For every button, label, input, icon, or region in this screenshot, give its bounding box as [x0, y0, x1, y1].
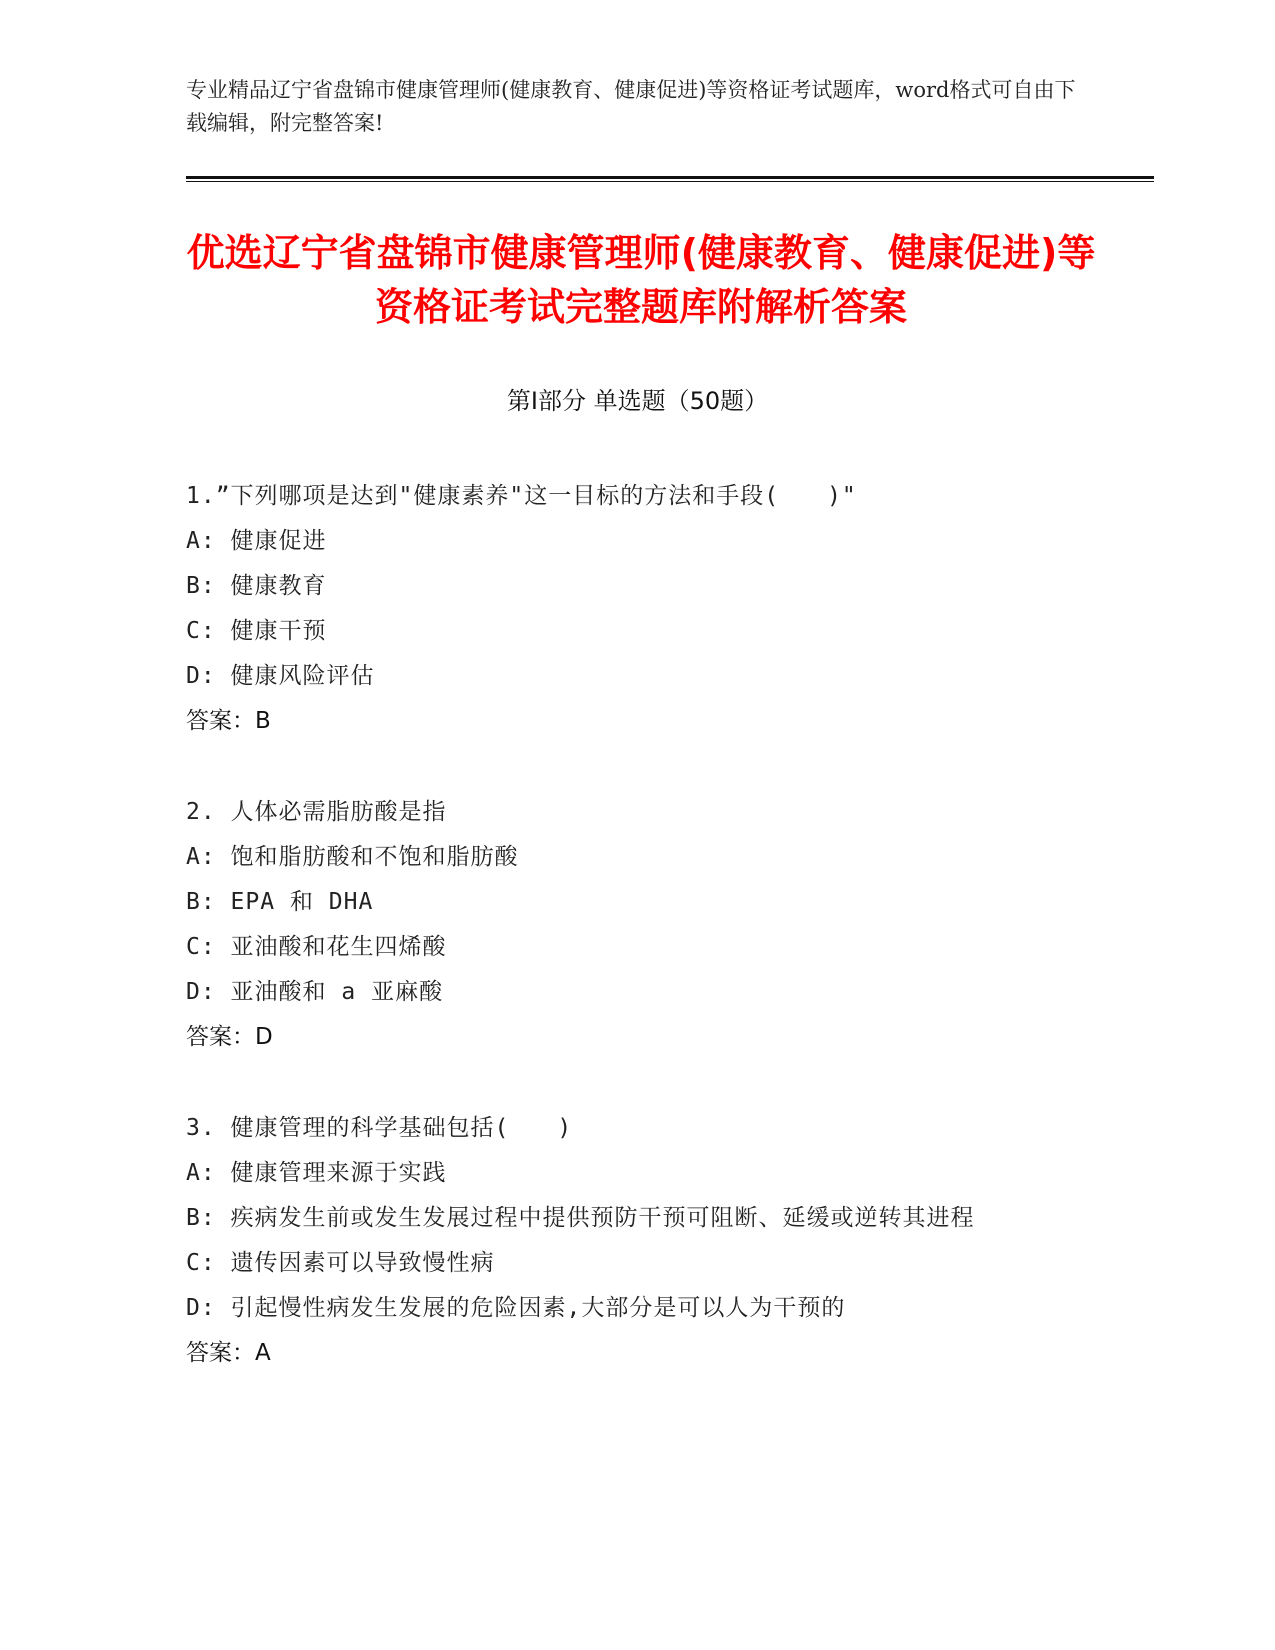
header-divider	[186, 176, 1154, 179]
option-a: A: 健康促进	[186, 528, 327, 554]
section-heading: 第Ⅰ部分 单选题（50题）	[506, 387, 769, 415]
option-a: A: 饱和脂肪酸和不饱和脂肪酸	[186, 844, 519, 870]
option-c: C: 遗传因素可以导致慢性病	[186, 1250, 495, 1276]
answer: 答案：B	[186, 708, 271, 734]
option-a: A: 健康管理来源于实践	[186, 1160, 447, 1186]
answer: 答案：A	[186, 1340, 271, 1366]
answer: 答案：D	[186, 1024, 273, 1050]
option-d: D: 亚油酸和 a 亚麻酸	[186, 979, 444, 1005]
question-2	[186, 790, 1086, 1060]
option-d: D: 健康风险评估	[186, 663, 375, 689]
question-stem: 1.”下列哪项是达到"健康素养"这一目标的方法和手段( )"	[186, 483, 857, 509]
option-d: D: 引起慢性病发生发展的危险因素,大部分是可以人为干预的	[186, 1295, 846, 1321]
document-title: 优选辽宁省盘锦市健康管理师(健康教育、健康促进)等资格证考试完整题库附解析答案	[186, 231, 1096, 329]
option-b: B: 疾病发生前或发生发展过程中提供预防干预可阻断、延缓或逆转其进程	[186, 1205, 975, 1231]
option-c: C: 亚油酸和花生四烯酸	[186, 934, 447, 960]
question-stem: 3. 健康管理的科学基础包括( )	[186, 1115, 573, 1141]
option-b: B: 健康教育	[186, 573, 327, 599]
option-b: B: EPA 和 DHA	[186, 889, 374, 915]
question-stem: 2. 人体必需脂肪酸是指	[186, 799, 447, 825]
question-1	[186, 474, 1086, 744]
question-3	[186, 1106, 1086, 1376]
header-note: 专业精品辽宁省盘锦市健康管理师(健康教育、健康促进)等资格证考试题库，word格式可自由下载编辑，附完整答案!	[186, 78, 1076, 135]
header-divider-thin	[186, 181, 1154, 182]
question-list	[186, 474, 1086, 1422]
option-c: C: 健康干预	[186, 618, 327, 644]
